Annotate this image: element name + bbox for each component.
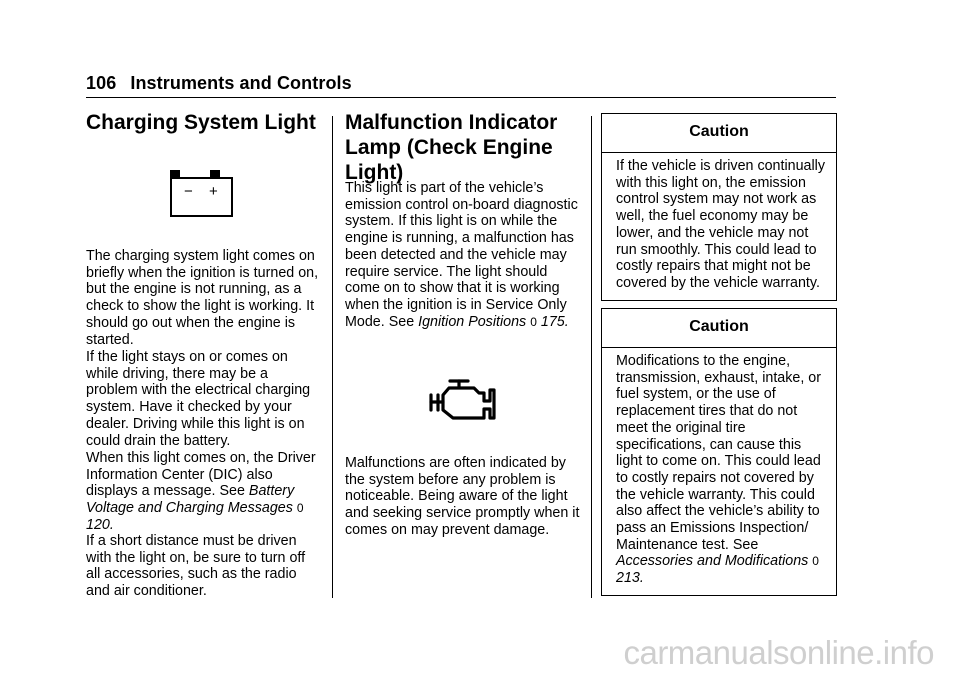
accessories-modifications-reference-link[interactable]: Accessories and Modifications	[616, 553, 809, 570]
battery-plus-sign: +	[209, 183, 218, 200]
charging-paragraph-2: If the light stays on or comes on while driving, there may be a problem with the electrical charging system. Have it checked by your dealer. Driving while this light is on could drain the battery.	[86, 349, 311, 449]
page-reference-arrow-icon: 0	[530, 314, 537, 329]
page-reference-arrow-icon: 0	[812, 554, 819, 569]
battery-icon	[170, 170, 234, 223]
battery-voltage-reference-link[interactable]: Battery Voltage and Charging Messages	[86, 483, 295, 517]
caution2-end: .	[639, 570, 644, 587]
charging-paragraph-1: The charging system light comes on briefly when the ignition is turned on, but the engine is not running, as a check to show the light is working. It should go out when the engine is started.	[86, 248, 319, 348]
caution-title: Caution	[602, 114, 836, 153]
charging-paragraph-3	[86, 450, 322, 534]
charging-page-ref[interactable]: 120	[86, 516, 110, 533]
watermark: carmanualsonline.info	[623, 634, 934, 671]
header-rule	[86, 97, 836, 98]
charging-p3-end: .	[109, 516, 114, 533]
caution-box-1	[601, 113, 837, 301]
caution2-text: Modifications to the engine, transmission, exhaust, intake, or fuel system, or the use of replacement tires that do not meet the original tire specifications, can cause this light to come on. This could lead to costly repairs not covered by the vehicle warranty. This could also affect the vehicle’s ability to pass an Emissions Inspection/ Maintenance test. See	[616, 353, 822, 553]
column-divider-left	[332, 116, 333, 598]
caution2-page-ref[interactable]: 213	[616, 570, 640, 587]
mil-p1-text: This light is part of the vehicle’s emission control on-board diagnostic system. If this light is on while the engine is running, a malfunction has been detected and the vehicle may require service. The light should come on to show that it is working when the ignition is in Service Only Mode. See	[345, 180, 578, 330]
caution-body	[602, 348, 836, 595]
mil-p1-end: .	[564, 313, 569, 330]
charging-paragraph-4: If a short distance must be driven with the light on, be sure to turn off all accessories, such as the radio and air conditioner.	[86, 533, 306, 600]
column-divider-right	[591, 116, 592, 598]
mil-heading	[345, 110, 585, 185]
page-number: 106	[86, 73, 117, 93]
caution-box-2	[601, 308, 837, 596]
mil-heading-line-1: Malfunction Indicator	[345, 111, 558, 134]
ignition-positions-reference-link[interactable]: Ignition Positions	[418, 313, 527, 330]
section-title: Instruments and Controls	[130, 73, 352, 93]
mil-paragraph-1	[345, 180, 581, 330]
page-header	[86, 73, 352, 94]
mil-heading-line-2: Lamp (Check Engine	[345, 136, 553, 159]
charging-p3-text: When this light comes on, the Driver Information Center (DIC) also displays a message. See	[86, 450, 316, 500]
mil-page-ref[interactable]: 175	[540, 313, 565, 330]
page-reference-arrow-icon: 0	[296, 501, 304, 516]
mil-paragraph-2: Malfunctions are often indicated by the system before any problem is noticeable. Being aware of the light and seeking service promptly when it comes on may prevent damage.	[345, 455, 580, 538]
charging-system-heading: Charging System Light	[86, 111, 316, 134]
check-engine-icon	[428, 378, 498, 429]
mil-heading-line-3: Light)	[345, 161, 404, 184]
caution-body: If the vehicle is driven continually with this light on, the emission control system may not work as well, the fuel economy may be lower, and the vehicle may not run smoothly. This could lead to costly repairs that might not be covered by the vehicle warranty.	[616, 158, 826, 291]
caution-title: Caution	[602, 309, 836, 348]
battery-minus-sign: −	[184, 183, 193, 200]
